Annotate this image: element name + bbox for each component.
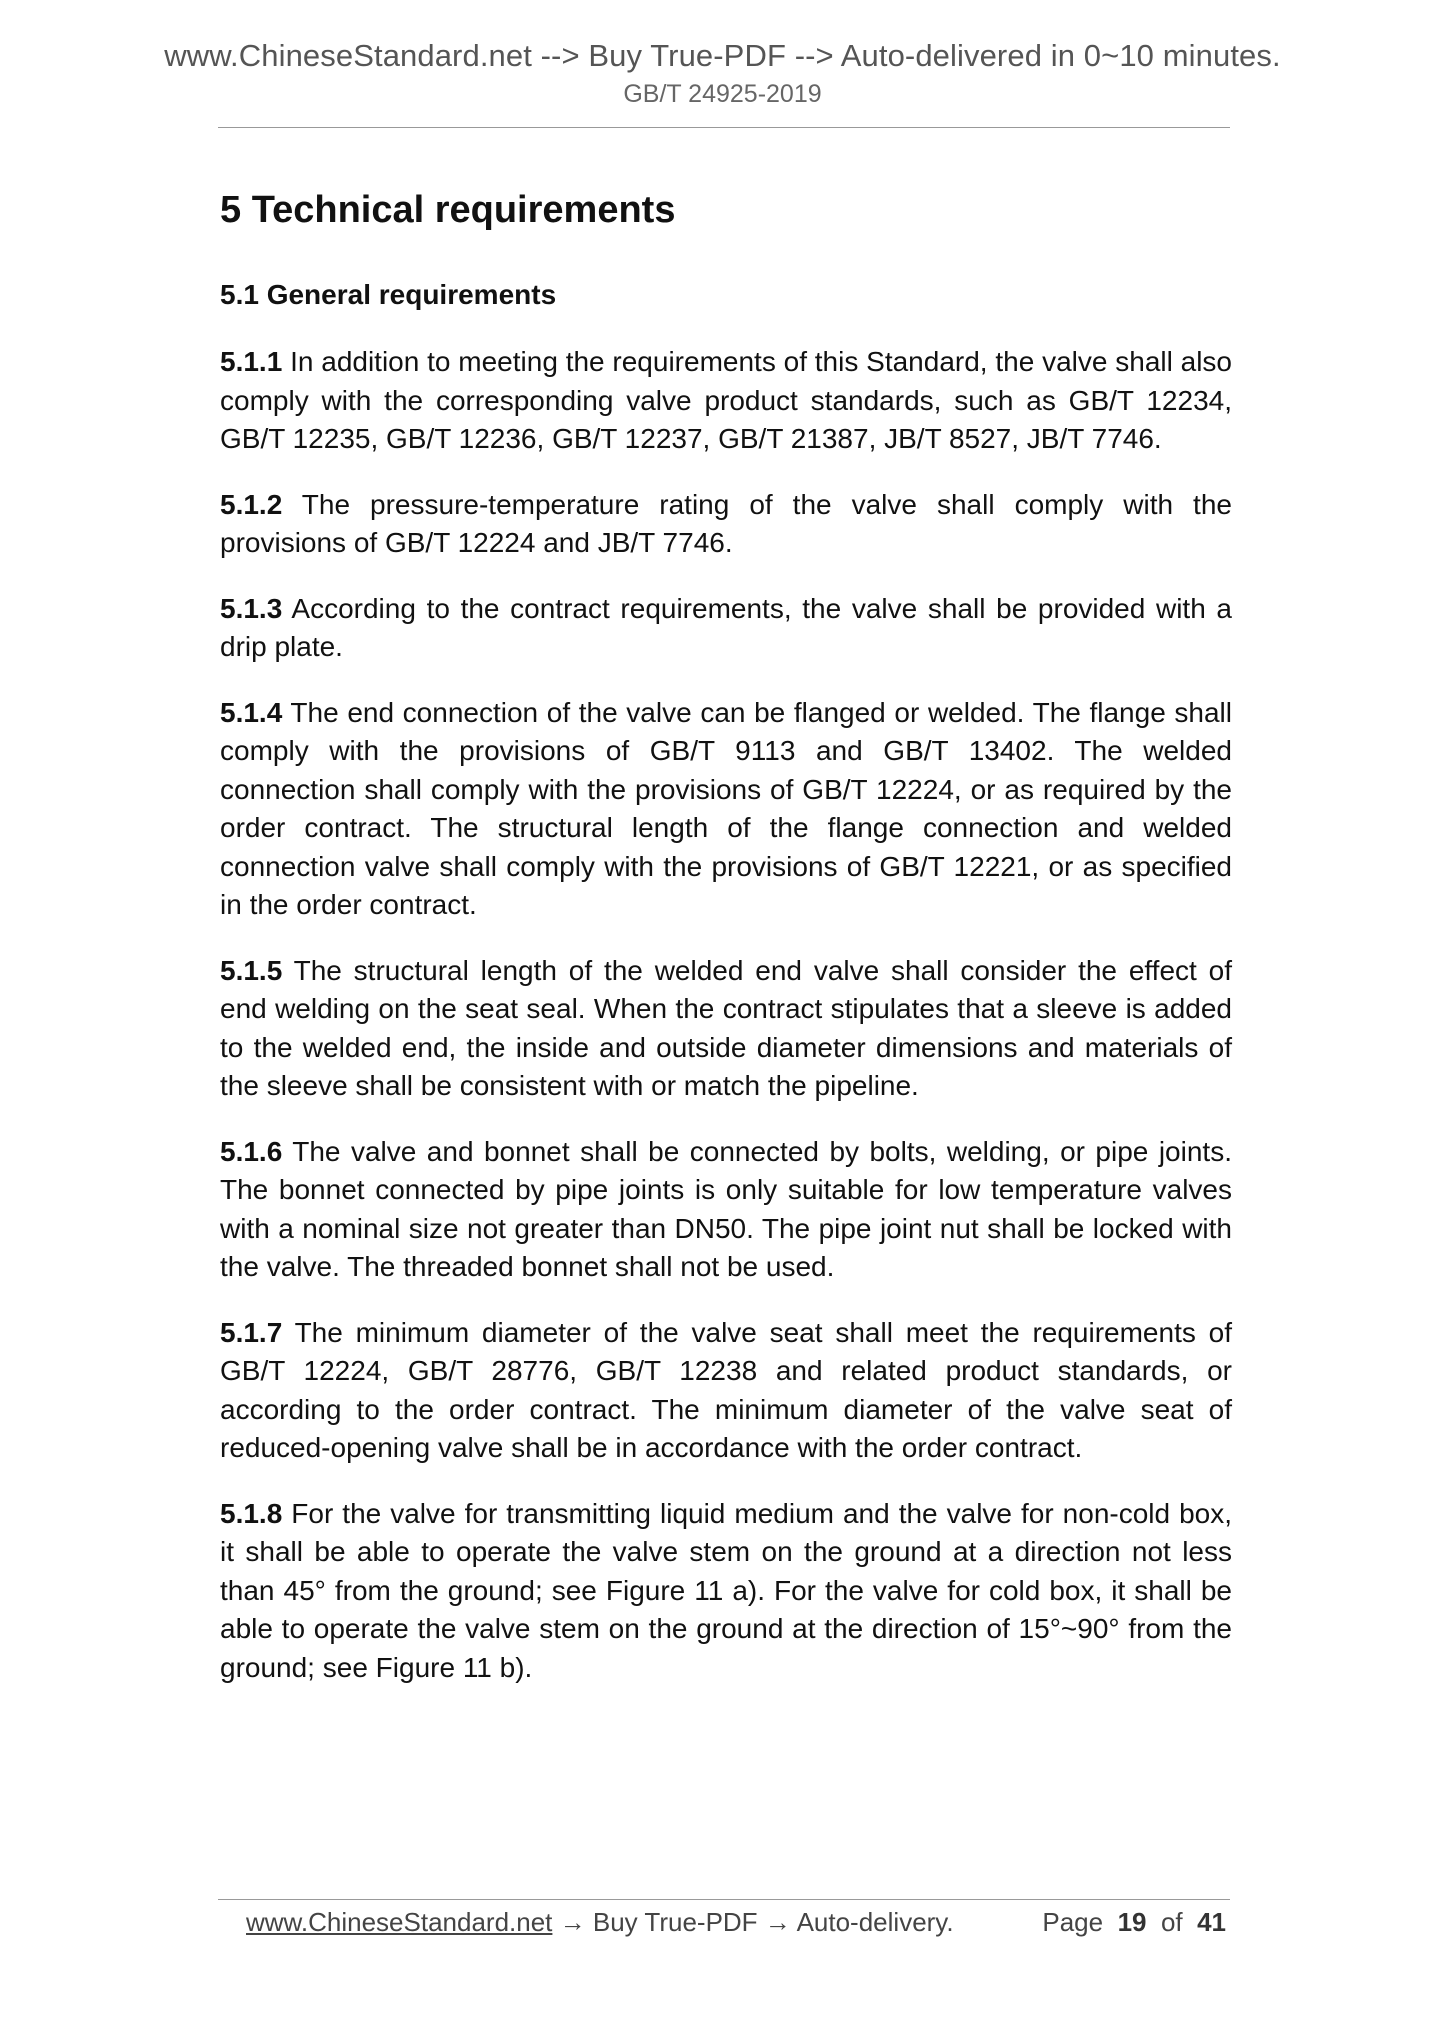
clause-5-1-5 xyxy=(220,952,1232,1106)
clause-text: The pressure-temperature rating of the valve shall comply with the provisions of GB/T 12224 and JB/T 7746. xyxy=(220,488,1232,558)
clause-number: 5.1.8 xyxy=(220,1497,283,1529)
subsection-title: 5.1 General requirements xyxy=(220,279,557,310)
document-code: GB/T 24925-2019 xyxy=(623,80,822,108)
footer-text: → Buy True-PDF → Auto-delivery. xyxy=(552,1907,954,1937)
clause-text: The structural length of the welded end valve shall consider the effect of end welding on the seat seal. When the contract stipulates that a sleeve is added to the welded end, the inside and outside diameter dimensions and materials of the sleeve shall be consistent with or match the pipeline. xyxy=(220,954,1232,1101)
clause-text: For the valve for transmitting liquid medium and the valve for non-cold box, it shall be able to operate the valve stem on the ground at a direction not less than 45° from the ground; see Figure 11 a). For the valve for cold box, it shall be able to operate the valve stem on the ground at the direction of 15°~90° from the ground; see Figure 11 b). xyxy=(220,1497,1233,1683)
clause-number: 5.1.1 xyxy=(220,346,283,377)
total-pages: 41 xyxy=(1197,1907,1226,1937)
page-footer xyxy=(246,1905,1230,1939)
section-title: 5 Technical requirements xyxy=(220,189,676,231)
page-number: 19 xyxy=(1117,1907,1147,1937)
page-body xyxy=(220,185,1232,1714)
page-label: Page xyxy=(1042,1907,1104,1937)
clause-number: 5.1.3 xyxy=(220,592,283,624)
clause-5-1-3 xyxy=(220,590,1232,667)
clause-text: According to the contract requirements, the valve shall be provided with a drip plate. xyxy=(220,592,1233,662)
clause-text: In addition to meeting the requirements of this Standard, the valve shall also comply with the corresponding valve product standards, such as GB/T 12234, GB/T 12235, GB/T 12236, GB/T 12237, GB/T 21387, JB/T 8527, JB/T 7746. xyxy=(220,346,1233,454)
clause-text: The minimum diameter of the valve seat shall meet the requirements of GB/T 12224, GB/T 28776, GB/T 12238 and related product standards, or according to the order contract. The minimum diameter of the valve seat of reduced-opening valve shall be in accordance with the order contract. xyxy=(220,1316,1232,1463)
clause-number: 5.1.6 xyxy=(220,1135,283,1167)
page-indicator xyxy=(1042,1905,1226,1939)
footer-site-link[interactable]: www.ChineseStandard.net xyxy=(246,1907,553,1937)
clause-5-1-1 xyxy=(220,343,1232,459)
top-banner: www.ChineseStandard.net --> Buy True-PDF --> Auto-delivered in 0~10 minutes. xyxy=(164,38,1281,73)
clause-5-1-4 xyxy=(220,694,1232,925)
clause-5-1-6 xyxy=(220,1133,1232,1287)
of-label: of xyxy=(1160,1907,1183,1937)
clause-5-1-7 xyxy=(220,1314,1232,1468)
clause-text: The end connection of the valve can be flanged or welded. The flange shall comply with the provisions of GB/T 9113 and GB/T 13402. The welded connection shall comply with the provisions of GB/T 12224, or as required by the order contract. The structural length of the flange connection and welded connection valve shall comply with the provisions of GB/T 12221, or as specified in the order contract. xyxy=(220,696,1232,920)
clause-number: 5.1.5 xyxy=(220,954,283,986)
clause-5-1-2 xyxy=(220,486,1232,563)
clause-number: 5.1.7 xyxy=(220,1316,283,1348)
clause-number: 5.1.2 xyxy=(220,488,283,520)
footer-divider xyxy=(218,1899,1230,1900)
clause-text: The valve and bonnet shall be connected by bolts, welding, or pipe joints. The bonnet connected by pipe joints is only suitable for low temperature valves with a nominal size not greater than DN50. The pipe joint nut shall be locked with the valve. The threaded bonnet shall not be used. xyxy=(220,1135,1232,1282)
clause-number: 5.1.4 xyxy=(220,696,283,728)
clause-5-1-8 xyxy=(220,1495,1232,1688)
header-divider xyxy=(218,127,1230,128)
